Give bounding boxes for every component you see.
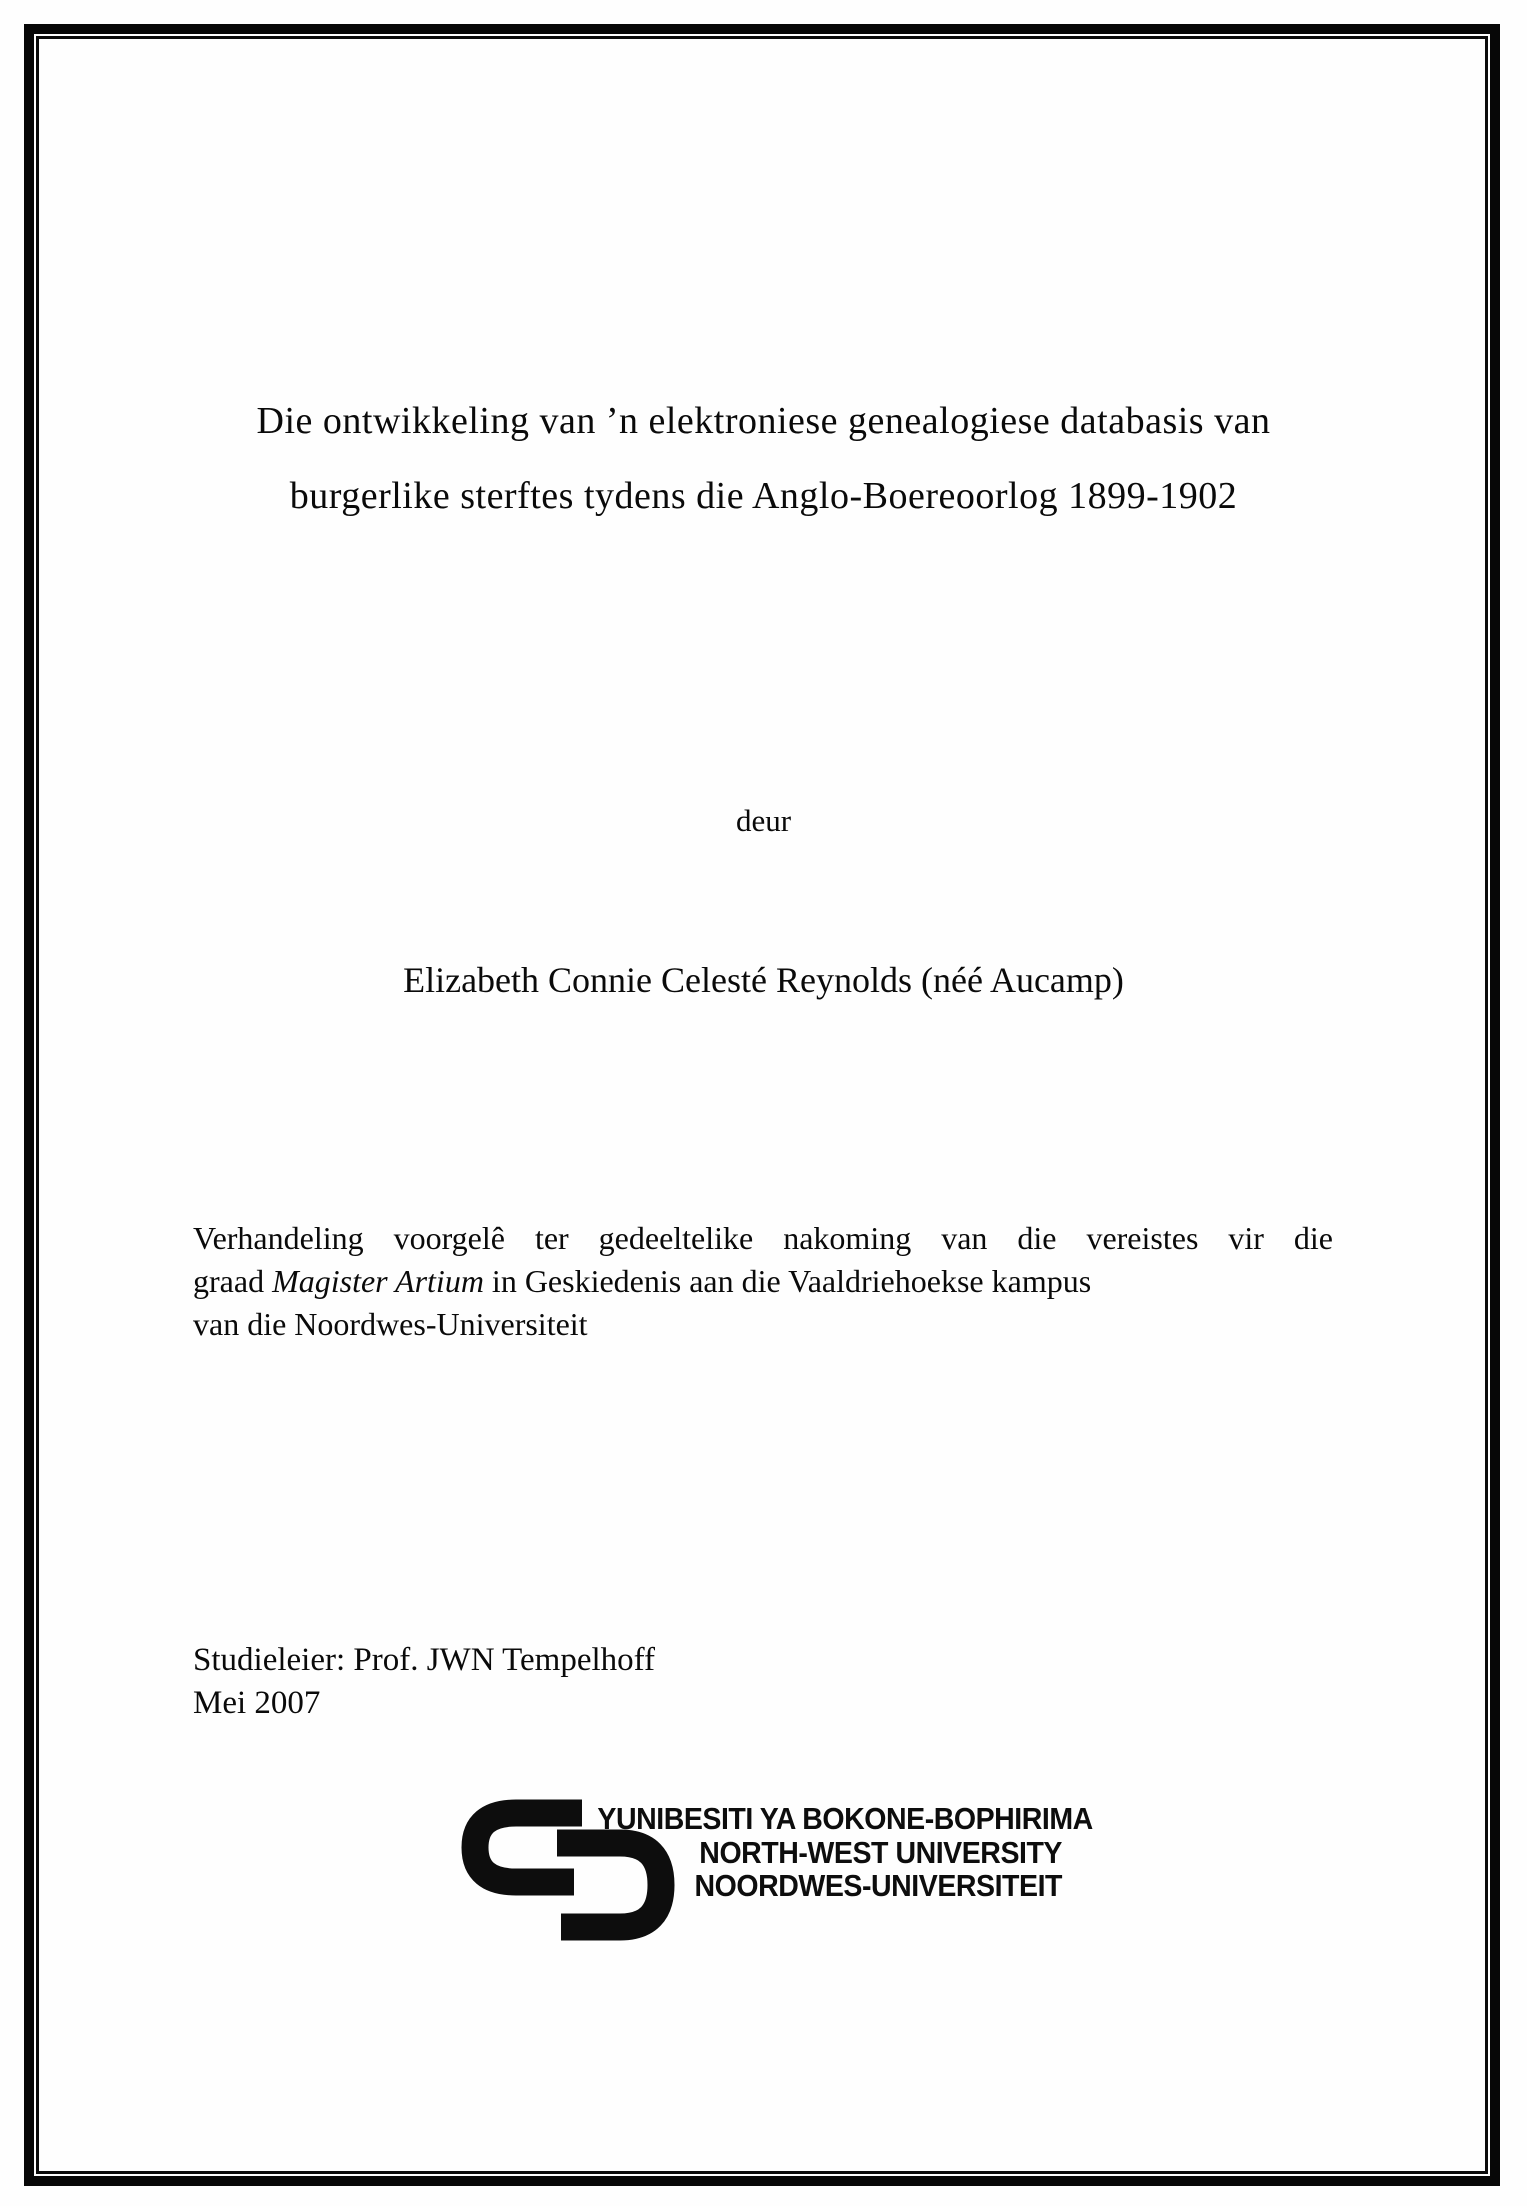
date-line: Mei 2007 xyxy=(193,1685,321,1721)
nwu-logo xyxy=(460,1797,1093,1957)
thesis-title xyxy=(0,384,1527,534)
degree-statement-line-2-suffix: in Geskiedenis aan die Vaaldriehoekse kampus xyxy=(483,1263,1092,1299)
thesis-title-line-2: burgerlike sterftes tydens die Anglo-Boereoorlog 1899-1902 xyxy=(289,475,1238,517)
supervisor-block xyxy=(193,1639,655,1725)
degree-statement-line-3: van die Noordwes-Universiteit xyxy=(193,1306,588,1342)
nwu-logo-line-3: NOORDWES-UNIVERSITEIT xyxy=(694,1868,1062,1903)
degree-statement-line-2 xyxy=(193,1260,1333,1303)
degree-statement-line-2-prefix: graad xyxy=(193,1263,273,1299)
author-name: Elizabeth Connie Celesté Reynolds (néé Aucamp) xyxy=(403,960,1124,1000)
supervisor-line: Studieleier: Prof. JWN Tempelhoff xyxy=(193,1642,656,1678)
degree-statement-line-1: Verhandeling voorgelê ter gedeeltelike nakoming van die vereistes vir die xyxy=(193,1220,1333,1256)
degree-statement xyxy=(193,1217,1333,1346)
nwu-logo-line-1: YUNIBESITI YA BOKONE-BOPHIRIMA xyxy=(597,1801,1093,1836)
byline-deur: deur xyxy=(735,803,792,838)
degree-name-italic: Magister Artium xyxy=(272,1263,484,1299)
nwu-logo-line-2: NORTH-WEST UNIVERSITY xyxy=(699,1834,1062,1870)
thesis-title-line-1: Die ontwikkeling van ’n elektroniese genealogiese databasis van xyxy=(256,400,1271,442)
nwu-logo-text xyxy=(597,1801,1093,1903)
